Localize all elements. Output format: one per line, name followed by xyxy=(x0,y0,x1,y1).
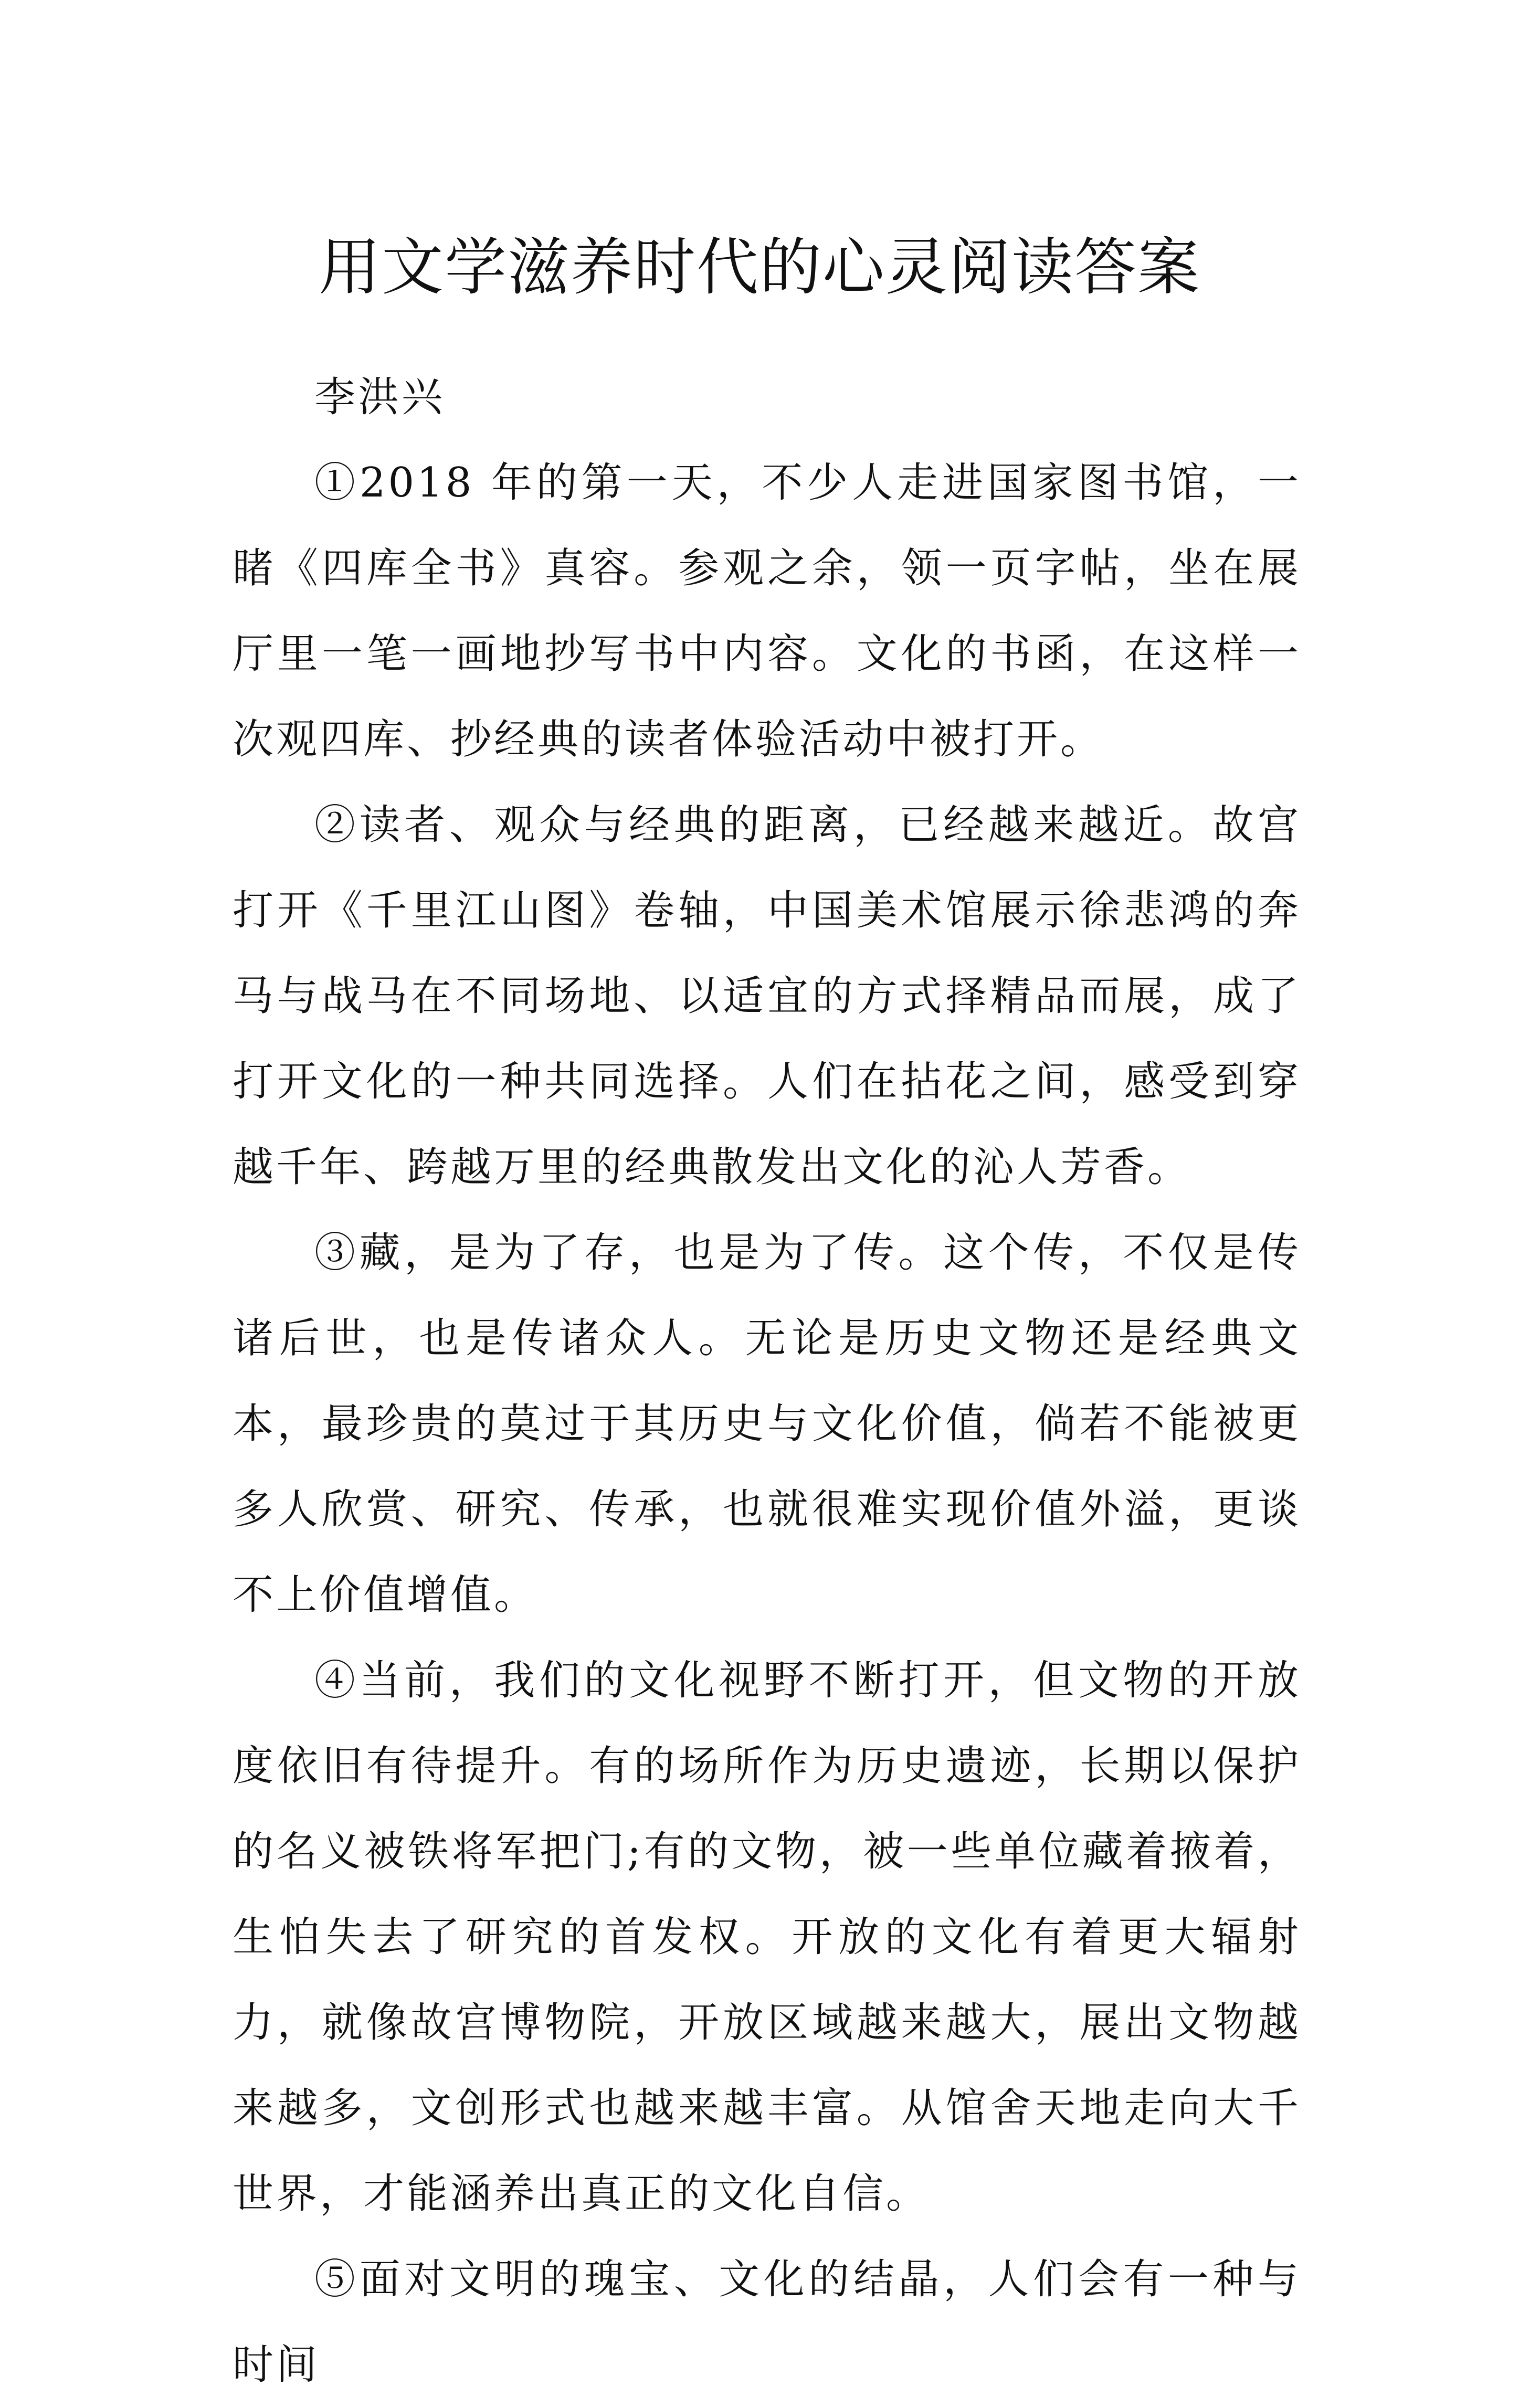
paragraph-2: ②读者、观众与经典的距离，已经越来越近。故宫打开《千里江山图》卷轴，中国美术馆展示徐悲鸿的奔马与战马在不同场地、以适宜的方式择精品而展，成了打开文化的一种共同选择。人们在拈花之间，感受到穿越千年、跨越万里的经典散发出文化的沁人芳香。 xyxy=(233,801,1301,1191)
author-line: 李洪兴 xyxy=(314,374,446,421)
paragraph-3: ③藏，是为了存，也是为了传。这个传，不仅是传诸后世，也是传诸众人。无论是历史文物还是经典文本，最珍贵的莫过于其历史与文化价值，倘若不能被更多人欣赏、研究、传承，也就很难实现价值外溢，更谈不上价值增值。 xyxy=(233,1229,1301,1619)
paragraph-4: ④当前，我们的文化视野不断打开，但文物的开放度依旧有待提升。有的场所作为历史遗迹，长期以保护的名义被铁将军把门;有的文物，被一些单位藏着掖着，生怕失去了研究的首发权。开放的文化有着更大辐射力，就像故宫博物院，开放区域越来越大，展出文物越来越多，文创形式也越来越丰富。从馆舍天地走向大千世界，才能涵养出真正的文化自信。 xyxy=(233,1657,1301,2217)
paragraph-5: ⑤面对文明的瑰宝、文化的结晶，人们会有一种与时间 xyxy=(233,2256,1301,2389)
paragraph-1: ①2018 年的第一天，不少人走进国家图书馆，一睹《四库全书》真容。参观之余，领一页字帖，坐在展厅里一笔一画地抄写书中内容。文化的书函，在这样一次观四库、抄经典的读者体验活动中被打开。 xyxy=(233,459,1301,763)
document-title: 用文学滋养时代的心灵阅读答案 xyxy=(318,231,1200,304)
document-body xyxy=(233,355,1301,2408)
